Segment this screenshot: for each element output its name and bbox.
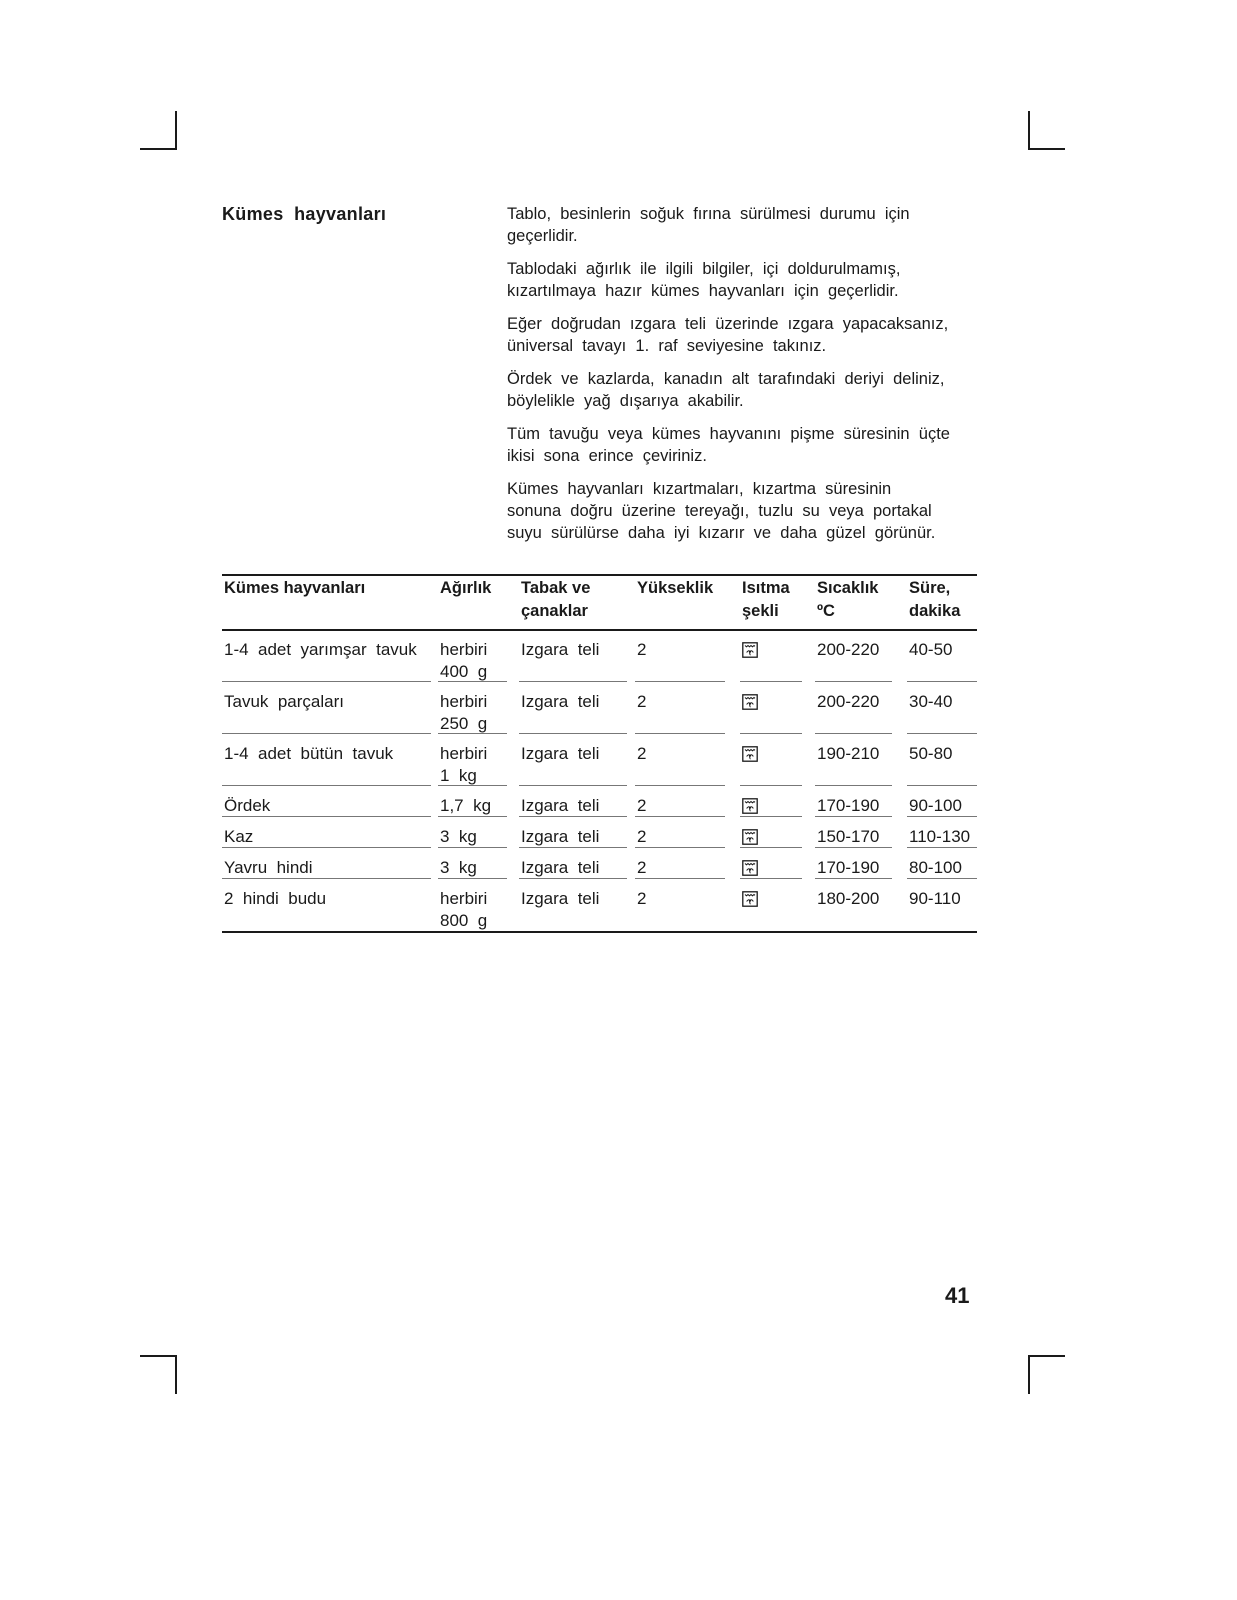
header-heating: [742, 577, 790, 623]
weight-line: herbiri: [440, 640, 488, 659]
row-divider: [740, 681, 802, 682]
crop-mark-top-right-h: [1028, 148, 1065, 150]
cell-item: Tavuk parçaları: [224, 692, 344, 711]
header-line: Süre,: [909, 579, 951, 597]
cell-time: 90-110: [909, 889, 961, 908]
row-divider: [740, 733, 802, 734]
row-divider: [438, 847, 507, 848]
intro-line: üniversal tavayı 1. raf seviyesine takınız.: [507, 337, 827, 355]
crop-mark-bottom-left-h: [140, 1355, 177, 1357]
intro-text: [507, 203, 977, 555]
row-divider: [740, 816, 802, 817]
intro-line: Tüm tavuğu veya kümes hayvanını pişme süresinin üçte: [507, 425, 950, 443]
intro-line: Kümes hayvanları kızartmaları, kızartma süresinin: [507, 480, 892, 498]
row-divider: [222, 847, 431, 848]
intro-line: Eğer doğrudan ızgara teli üzerinde ızgara yapacaksanız,: [507, 315, 949, 333]
header-line: Isıtma: [742, 579, 790, 597]
header-level: [637, 577, 713, 600]
intro-paragraph: [507, 478, 977, 544]
intro-paragraph: [507, 258, 977, 302]
row-divider: [815, 681, 892, 682]
intro-paragraph: [507, 423, 977, 467]
row-divider: [438, 878, 507, 879]
row-divider: [519, 681, 627, 682]
cell-item: Yavru hindi: [224, 858, 313, 877]
cell-dish: Izgara teli: [521, 827, 600, 846]
cell-temp: 150-170: [817, 827, 880, 846]
cell-dish: Izgara teli: [521, 858, 600, 877]
cell-dish: Izgara teli: [521, 796, 600, 815]
cell-temp: 190-210: [817, 744, 880, 763]
header-line: ºC: [817, 602, 835, 620]
row-divider: [519, 847, 627, 848]
row-divider: [815, 816, 892, 817]
row-divider: [740, 847, 802, 848]
cell-weight: [440, 795, 491, 817]
row-divider: [907, 785, 977, 786]
grill-fan-icon: [742, 746, 758, 762]
row-divider: [222, 816, 431, 817]
header-line: Ağırlık: [440, 579, 492, 597]
row-divider: [815, 785, 892, 786]
weight-line: 1,7 kg: [440, 796, 492, 815]
row-divider: [907, 847, 977, 848]
cell-time: 90-100: [909, 796, 962, 815]
crop-mark-top-right-v: [1028, 111, 1030, 150]
header-line: Sıcaklık: [817, 579, 879, 597]
row-divider: [635, 878, 725, 879]
cell-time: 50-80: [909, 744, 953, 763]
row-divider: [519, 816, 627, 817]
row-divider: [222, 733, 431, 734]
weight-line: 400 g: [440, 662, 488, 681]
cell-level: 2: [637, 889, 647, 908]
page-number: 41: [945, 1283, 970, 1308]
intro-line: ikisi sona erince çeviriniz.: [507, 447, 707, 465]
intro-line: böylelikle yağ dışarıya akabilir.: [507, 392, 744, 410]
header-temp: [817, 577, 878, 623]
row-divider: [222, 681, 431, 682]
header-rule: [222, 629, 977, 631]
weight-line: herbiri: [440, 744, 488, 763]
header-weight: [440, 577, 491, 600]
crop-mark-bottom-right-h: [1028, 1355, 1065, 1357]
row-divider: [438, 785, 507, 786]
grill-fan-icon: [742, 642, 758, 658]
intro-line: kızartılmaya hazır kümes hayvanları için geçerlidir.: [507, 282, 899, 300]
cell-temp: 180-200: [817, 889, 880, 908]
row-divider: [635, 816, 725, 817]
intro-paragraph: [507, 313, 977, 357]
cell-item: 2 hindi budu: [224, 889, 327, 908]
header-line: şekli: [742, 602, 779, 620]
intro-line: sonuna doğru üzerine tereyağı, tuzlu su veya portakal: [507, 502, 932, 520]
cell-weight: [440, 691, 487, 735]
weight-line: 250 g: [440, 714, 488, 733]
section-title: Kümes hayvanları: [222, 204, 387, 224]
weight-line: herbiri: [440, 692, 488, 711]
crop-mark-top-left-v: [175, 111, 177, 150]
grill-fan-icon: [742, 829, 758, 845]
cell-level: 2: [637, 827, 647, 846]
intro-line: Tablo, besinlerin soğuk fırına sürülmesi durumu için: [507, 205, 910, 223]
weight-line: 3 kg: [440, 827, 477, 846]
grill-fan-icon: [742, 891, 758, 907]
crop-mark-top-left-h: [140, 148, 177, 150]
cell-level: 2: [637, 858, 647, 877]
cell-temp: 200-220: [817, 640, 880, 659]
cell-weight: [440, 639, 487, 683]
cell-weight: [440, 826, 477, 848]
cell-temp: 200-220: [817, 692, 880, 711]
cell-item: 1-4 adet yarımşar tavuk: [224, 640, 417, 659]
cell-weight: [440, 743, 487, 787]
row-divider: [815, 847, 892, 848]
row-divider: [438, 681, 507, 682]
cell-level: 2: [637, 640, 647, 659]
cell-time: 40-50: [909, 640, 953, 659]
cell-weight: [440, 857, 477, 879]
header-line: Kümes hayvanları: [224, 579, 366, 597]
row-divider: [222, 878, 431, 879]
row-divider: [635, 785, 725, 786]
intro-line: Ördek ve kazlarda, kanadın alt tarafındaki deriyi deliniz,: [507, 370, 945, 388]
header-line: Tabak ve: [521, 579, 591, 597]
intro-paragraph: [507, 203, 977, 247]
cell-item: Ördek: [224, 796, 271, 815]
weight-line: herbiri: [440, 889, 488, 908]
crop-mark-bottom-left-v: [175, 1355, 177, 1394]
row-divider: [907, 816, 977, 817]
row-divider: [519, 785, 627, 786]
header-line: dakika: [909, 602, 961, 620]
cell-temp: 170-190: [817, 858, 880, 877]
row-divider: [635, 681, 725, 682]
table-bottom-rule: [222, 931, 977, 933]
row-divider: [519, 878, 627, 879]
cell-time: 80-100: [909, 858, 962, 877]
weight-line: 3 kg: [440, 858, 477, 877]
cell-dish: Izgara teli: [521, 692, 600, 711]
grill-fan-icon: [742, 694, 758, 710]
row-divider: [907, 878, 977, 879]
cell-dish: Izgara teli: [521, 744, 600, 763]
cell-temp: 170-190: [817, 796, 880, 815]
header-line: Yükseklik: [637, 579, 714, 597]
intro-line: geçerlidir.: [507, 227, 578, 245]
cell-dish: Izgara teli: [521, 640, 600, 659]
cell-dish: Izgara teli: [521, 889, 600, 908]
grill-fan-icon: [742, 798, 758, 814]
row-divider: [438, 816, 507, 817]
row-divider: [740, 785, 802, 786]
cell-time: 110-130: [909, 827, 971, 846]
cell-level: 2: [637, 744, 647, 763]
cell-item: Kaz: [224, 827, 254, 846]
table-top-rule: [222, 574, 977, 576]
weight-line: 1 kg: [440, 766, 477, 785]
row-divider: [519, 733, 627, 734]
row-divider: [222, 785, 431, 786]
cell-level: 2: [637, 692, 647, 711]
row-divider: [815, 878, 892, 879]
cell-weight: [440, 888, 487, 932]
cell-time: 30-40: [909, 692, 953, 711]
intro-paragraph: [507, 368, 977, 412]
grill-fan-icon: [742, 860, 758, 876]
intro-line: suyu sürülürse daha iyi kızarır ve daha güzel görünür.: [507, 524, 936, 542]
row-divider: [907, 733, 977, 734]
header-item: [224, 577, 365, 600]
row-divider: [438, 733, 507, 734]
row-divider: [635, 847, 725, 848]
header-dish: [521, 577, 590, 623]
cell-level: 2: [637, 796, 647, 815]
crop-mark-bottom-right-v: [1028, 1355, 1030, 1394]
header-line: çanaklar: [521, 602, 588, 620]
weight-line: 800 g: [440, 911, 488, 930]
row-divider: [815, 733, 892, 734]
row-divider: [635, 733, 725, 734]
cell-item: 1-4 adet bütün tavuk: [224, 744, 394, 763]
row-divider: [740, 878, 802, 879]
intro-line: Tablodaki ağırlık ile ilgili bilgiler, içi doldurulmamış,: [507, 260, 901, 278]
header-time: [909, 577, 960, 623]
row-divider: [907, 681, 977, 682]
